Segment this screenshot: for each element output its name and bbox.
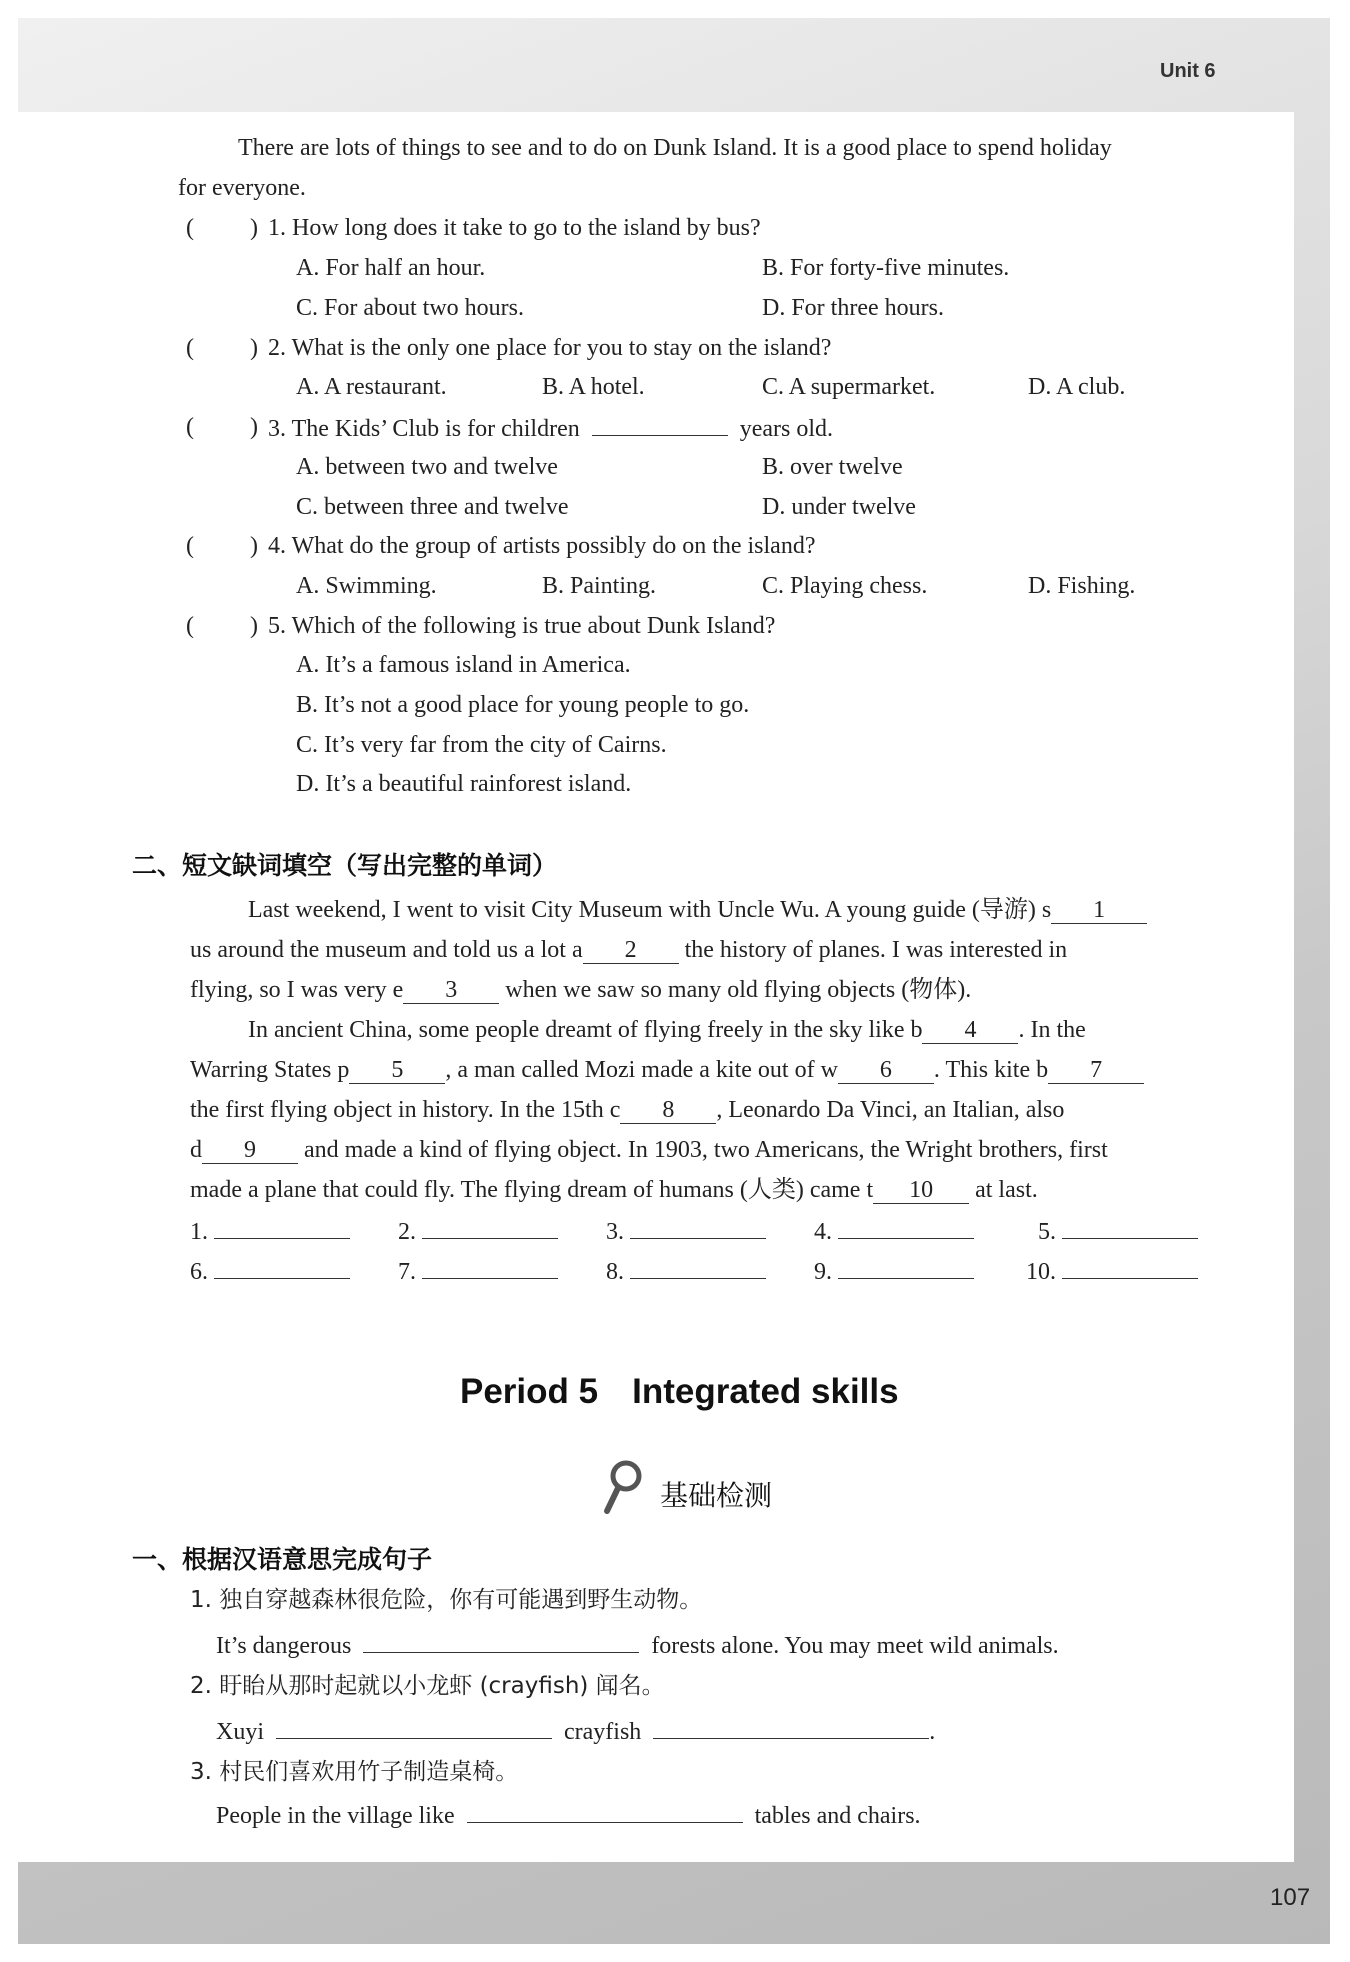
fill-blank[interactable] bbox=[276, 1714, 552, 1739]
option: D. Fishing. bbox=[1028, 573, 1136, 599]
cloze-line bbox=[190, 1094, 1064, 1126]
translation-text: forests alone. You may meet wild animals. bbox=[651, 1633, 1059, 1659]
passage-line: There are lots of things to see and to do on Dunk Island. It is a good place to spend holiday bbox=[238, 135, 1112, 161]
cloze-line bbox=[190, 934, 1067, 966]
cloze-blank[interactable]: 3 bbox=[403, 977, 499, 1004]
option: C. For about two hours. bbox=[296, 295, 524, 321]
cloze-blank[interactable]: 8 bbox=[620, 1097, 716, 1124]
answer-blank[interactable] bbox=[1062, 1254, 1198, 1279]
option: C. between three and twelve bbox=[296, 494, 569, 520]
cloze-blank[interactable]: 10 bbox=[873, 1177, 969, 1204]
answer-blank[interactable] bbox=[1062, 1214, 1198, 1239]
page-number: 107 bbox=[1270, 1884, 1311, 1911]
answer-blank[interactable] bbox=[422, 1254, 558, 1279]
translation-text: tables and chairs. bbox=[754, 1803, 921, 1829]
cloze-text: the history of planes. I was interested in bbox=[684, 937, 1068, 963]
answer-paren-open: ( bbox=[186, 215, 194, 241]
option: B. over twelve bbox=[762, 454, 903, 480]
answer-blank[interactable] bbox=[214, 1214, 350, 1239]
answer-label: 3. bbox=[606, 1219, 624, 1245]
basic-check-label: 基础检测 bbox=[660, 1479, 773, 1512]
answer-paren-open: ( bbox=[186, 414, 194, 440]
option: A. For half an hour. bbox=[296, 255, 486, 281]
period-title bbox=[460, 1372, 899, 1412]
cloze-text: . This kite b bbox=[933, 1057, 1049, 1083]
cloze-text: us around the museum and told us a lot a bbox=[190, 937, 583, 963]
cloze-line bbox=[248, 894, 1147, 926]
cloze-text: at last. bbox=[975, 1177, 1038, 1203]
answer-paren-close: ) bbox=[250, 613, 258, 639]
cloze-text: flying, so I was very e bbox=[190, 977, 404, 1003]
answer-blank[interactable] bbox=[214, 1254, 350, 1279]
translation-answer-line bbox=[216, 1798, 921, 1832]
option: A. A restaurant. bbox=[296, 374, 447, 400]
cloze-blank[interactable]: 4 bbox=[922, 1017, 1018, 1044]
answer-item bbox=[814, 1254, 974, 1286]
question-stem: years old. bbox=[739, 416, 834, 442]
section-heading: 二、短文缺词填空（写出完整的单词） bbox=[132, 851, 558, 880]
translation-text: . bbox=[929, 1719, 936, 1745]
answer-label: 5. bbox=[1038, 1219, 1056, 1245]
fill-blank[interactable] bbox=[363, 1628, 639, 1653]
answer-item bbox=[190, 1254, 350, 1286]
answer-item bbox=[398, 1254, 558, 1286]
answer-item bbox=[1038, 1214, 1198, 1246]
cloze-text: d bbox=[190, 1137, 202, 1163]
cloze-text: when we saw so many old flying objects (物体). bbox=[505, 977, 972, 1003]
cloze-line bbox=[248, 1014, 1086, 1046]
option: A. Swimming. bbox=[296, 573, 437, 599]
cloze-text: , Leonardo Da Vinci, an Italian, also bbox=[716, 1097, 1065, 1123]
question-stem: 3. The Kids’ Club is for children bbox=[268, 416, 580, 442]
cloze-line bbox=[190, 1174, 1038, 1206]
translation-answer-line bbox=[216, 1628, 1059, 1662]
option: C. Playing chess. bbox=[762, 573, 928, 599]
answer-label: 10. bbox=[1026, 1259, 1056, 1285]
fill-blank[interactable] bbox=[592, 411, 728, 436]
option: B. For forty-five minutes. bbox=[762, 255, 1010, 281]
cloze-line bbox=[190, 1054, 1144, 1086]
period-number: Period 5 bbox=[460, 1372, 599, 1411]
unit-label: Unit 6 bbox=[1160, 60, 1216, 82]
answer-blank[interactable] bbox=[630, 1214, 766, 1239]
translation-answer-line bbox=[216, 1714, 935, 1748]
answer-paren-close: ) bbox=[250, 215, 258, 241]
option: D. A club. bbox=[1028, 374, 1126, 400]
answer-item bbox=[1026, 1254, 1198, 1286]
question-stem: 4. What do the group of artists possibly do on the island? bbox=[268, 533, 816, 559]
fill-blank[interactable] bbox=[653, 1714, 929, 1739]
question-stem: 1. How long does it take to go to the island by bus? bbox=[268, 215, 761, 241]
translation-prompt: 1. 独自穿越森林很危险，你有可能遇到野生动物。 bbox=[190, 1587, 703, 1613]
question-stem: 2. What is the only one place for you to stay on the island? bbox=[268, 335, 832, 361]
cloze-text: Warring States p bbox=[190, 1057, 350, 1083]
option: C. A supermarket. bbox=[762, 374, 936, 400]
option: D. under twelve bbox=[762, 494, 916, 520]
question-stem: 5. Which of the following is true about Dunk Island? bbox=[268, 613, 776, 639]
cloze-text: and made a kind of flying object. In 1903, two Americans, the Wright brothers, first bbox=[304, 1137, 1108, 1163]
fill-blank[interactable] bbox=[467, 1798, 743, 1823]
option: D. It’s a beautiful rainforest island. bbox=[296, 771, 632, 797]
period-name: Integrated skills bbox=[632, 1372, 899, 1411]
cloze-text: Last weekend, I went to visit City Museum with Uncle Wu. A young guide (导游) s bbox=[248, 897, 1052, 923]
answer-label: 1. bbox=[190, 1219, 208, 1245]
option: A. between two and twelve bbox=[296, 454, 558, 480]
cloze-text: made a plane that could fly. The flying dream of humans (人类) came t bbox=[190, 1177, 874, 1203]
cloze-line bbox=[190, 1134, 1108, 1166]
answer-item bbox=[190, 1214, 350, 1246]
cloze-line bbox=[190, 974, 971, 1006]
option: A. It’s a famous island in America. bbox=[296, 652, 631, 678]
cloze-blank[interactable]: 6 bbox=[838, 1057, 934, 1084]
translation-text: Xuyi bbox=[216, 1719, 264, 1745]
option: B. It’s not a good place for young people to go. bbox=[296, 692, 750, 718]
cloze-blank[interactable]: 5 bbox=[349, 1057, 445, 1084]
cloze-blank[interactable]: 9 bbox=[202, 1137, 298, 1164]
answer-label: 6. bbox=[190, 1259, 208, 1285]
answer-paren-open: ( bbox=[186, 335, 194, 361]
translation-text: crayfish bbox=[564, 1719, 642, 1745]
cloze-text: . In the bbox=[1018, 1017, 1086, 1043]
answer-label: 9. bbox=[814, 1259, 832, 1285]
answer-item bbox=[814, 1214, 974, 1246]
answer-blank[interactable] bbox=[630, 1254, 766, 1279]
passage-line: for everyone. bbox=[178, 175, 306, 201]
answer-item bbox=[606, 1254, 766, 1286]
answer-blank[interactable] bbox=[422, 1214, 558, 1239]
answer-label: 8. bbox=[606, 1259, 624, 1285]
answer-paren-close: ) bbox=[250, 335, 258, 361]
option: B. Painting. bbox=[542, 573, 657, 599]
cloze-text: , a man called Mozi made a kite out of w bbox=[445, 1057, 838, 1083]
answer-label: 7. bbox=[398, 1259, 416, 1285]
cloze-text: the first flying object in history. In the 15th c bbox=[190, 1097, 621, 1123]
answer-paren-close: ) bbox=[250, 533, 258, 559]
answer-paren-open: ( bbox=[186, 533, 194, 559]
option: C. It’s very far from the city of Cairns. bbox=[296, 732, 667, 758]
answer-blank[interactable] bbox=[838, 1254, 974, 1279]
option: B. A hotel. bbox=[542, 374, 645, 400]
answer-paren-close: ) bbox=[250, 414, 258, 440]
translation-text: People in the village like bbox=[216, 1803, 455, 1829]
translation-prompt: 2. 盱眙从那时起就以小龙虾 (crayfish) 闻名。 bbox=[190, 1673, 665, 1699]
answer-item bbox=[606, 1214, 766, 1246]
section-heading: 一、根据汉语意思完成句子 bbox=[132, 1545, 433, 1574]
option: D. For three hours. bbox=[762, 295, 944, 321]
translation-prompt: 3. 村民们喜欢用竹子制造桌椅。 bbox=[190, 1759, 519, 1785]
magnifier-icon bbox=[600, 1458, 646, 1516]
answer-paren-open: ( bbox=[186, 613, 194, 639]
answer-label: 4. bbox=[814, 1219, 832, 1245]
answer-item bbox=[398, 1214, 558, 1246]
cloze-blank[interactable]: 1 bbox=[1051, 897, 1147, 924]
cloze-text: In ancient China, some people dreamt of flying freely in the sky like b bbox=[248, 1017, 923, 1043]
cloze-blank[interactable]: 2 bbox=[583, 937, 679, 964]
question-stem-row bbox=[268, 411, 833, 445]
cloze-blank[interactable]: 7 bbox=[1048, 1057, 1144, 1084]
translation-text: It’s dangerous bbox=[216, 1633, 352, 1659]
answer-blank[interactable] bbox=[838, 1214, 974, 1239]
answer-label: 2. bbox=[398, 1219, 416, 1245]
